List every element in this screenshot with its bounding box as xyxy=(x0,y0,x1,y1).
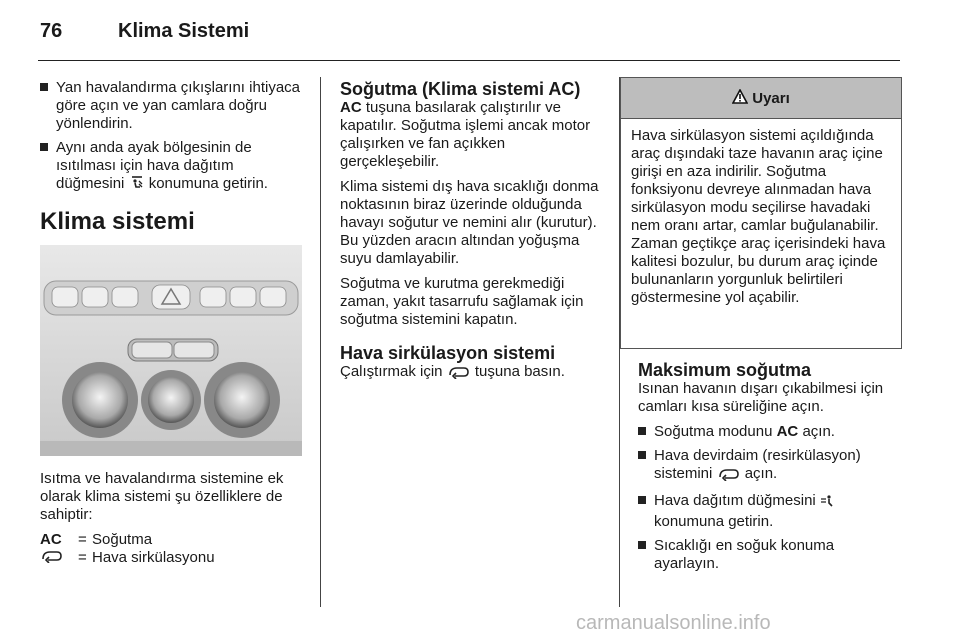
left-column-lower xyxy=(40,470,305,568)
cooling-paragraph-2: Klima sistemi dış hava sıcaklığı donma noktasının biraz üzerinde olduğunda havayı soğutur ve nemini alır (kurutur). Bu yüzden aracın altından yoğuşma suyu damlayabilir. xyxy=(340,178,599,267)
cooling-paragraph-3: Soğutma ve kurutma gerekmediği zaman, yakıt tasarrufu sağlamak için soğutma sistemini kapatın. xyxy=(340,275,584,328)
list-item xyxy=(638,537,900,573)
max-cooling-heading: Maksimum soğutma xyxy=(638,360,812,380)
foot-windscreen-air-icon xyxy=(129,175,145,196)
equals-sign: = xyxy=(78,531,87,548)
list-item xyxy=(638,447,900,486)
section-heading: Klima sistemi xyxy=(40,208,195,235)
recirculation-icon xyxy=(40,549,78,568)
warning-header xyxy=(621,78,901,119)
watermark: carmanualsonline.info xyxy=(576,612,771,634)
bullet-text: Soğutma modunu xyxy=(654,423,773,440)
middle-column xyxy=(340,79,608,391)
intro-paragraph: Isıtma ve havalandırma sistemine ek olarak klima sistemi şu özelliklere de sahiptir: xyxy=(40,470,284,523)
definition-key: AC xyxy=(40,531,62,548)
recirculation-text-end: tuşuna basın. xyxy=(474,363,565,380)
bullet-text: Aynı anda ayak bölgesinin de ısıtılması için hava dağıtım düğmesini xyxy=(56,139,252,192)
page-title: Klima Sistemi xyxy=(118,20,250,42)
warning-icon xyxy=(732,89,748,108)
bullet-text-end: konumuna getirin. xyxy=(148,175,268,192)
left-column xyxy=(40,79,305,202)
cooling-heading: Soğutma (Klima sistemi AC) xyxy=(340,79,581,99)
climate-control-panel-image xyxy=(40,245,302,456)
page-number: 76 xyxy=(40,20,63,42)
recirculation-icon xyxy=(717,467,741,486)
definition-ac xyxy=(40,531,305,549)
list-item xyxy=(638,423,900,441)
warning-text: Hava sirkülasyon sistemi açıldığında araç dışındaki taze havanın araç içine girişi en aza indirilir. Soğutma fonksiyonu devreye alınmadan hava sirkülasyon modu seçilirse havadaki nem oranı artar, camlar buğulanabilir. Zaman geçtikçe araç içerisindeki hava kalitesi bozulur, bu durum araç içinde bulunanların yorgunluk belirtileri göstermesine yol açabilir. xyxy=(631,127,886,306)
right-column-lower xyxy=(638,360,900,579)
recirculation-text-start: Çalıştırmak için xyxy=(340,363,443,380)
bullet-text-end: konumuna getirin. xyxy=(654,513,774,530)
recirculation-heading: Hava sirkülasyon sistemi xyxy=(340,343,556,363)
header-divider xyxy=(38,60,900,61)
bullet-text: Sıcaklığı en soğuk konuma ayarlayın. xyxy=(654,537,835,572)
warning-box xyxy=(620,77,902,349)
list-item xyxy=(40,79,305,133)
max-cooling-intro: Isınan havanın dışarı çıkabilmesi için camları kısa süreliğine açın. xyxy=(638,380,884,415)
definition-value: Soğutma xyxy=(92,531,153,548)
definition-recirculation xyxy=(40,549,305,568)
ac-key-label: AC xyxy=(340,99,362,116)
bullet-text: Hava dağıtım düğmesini xyxy=(654,492,816,509)
bullet-text-end: açın. xyxy=(802,423,835,440)
list-item xyxy=(40,139,305,196)
list-item xyxy=(638,492,900,531)
column-divider-left xyxy=(320,77,321,607)
ac-key-label: AC xyxy=(776,423,799,440)
definition-value: Hava sirkülasyonu xyxy=(92,549,215,566)
cooling-paragraph-1: tuşuna basılarak çalıştırılır ve kapatılır. Soğutma işlemi ancak motor çalışırken ve fan açıkken gerçekleşebilir. xyxy=(340,99,591,170)
equals-sign: = xyxy=(78,549,87,566)
bullet-text: Hava devirdaim (resirkülasyon) sistemini xyxy=(654,447,861,482)
warning-title: Uyarı xyxy=(752,89,790,107)
face-air-icon xyxy=(820,494,834,513)
bullet-text-end: açın. xyxy=(744,465,778,482)
bullet-text: Yan havalandırma çıkışlarını ihtiyaca göre açın ve yan camlara doğru yönlendirin. xyxy=(56,79,301,132)
recirculation-icon xyxy=(447,365,471,384)
